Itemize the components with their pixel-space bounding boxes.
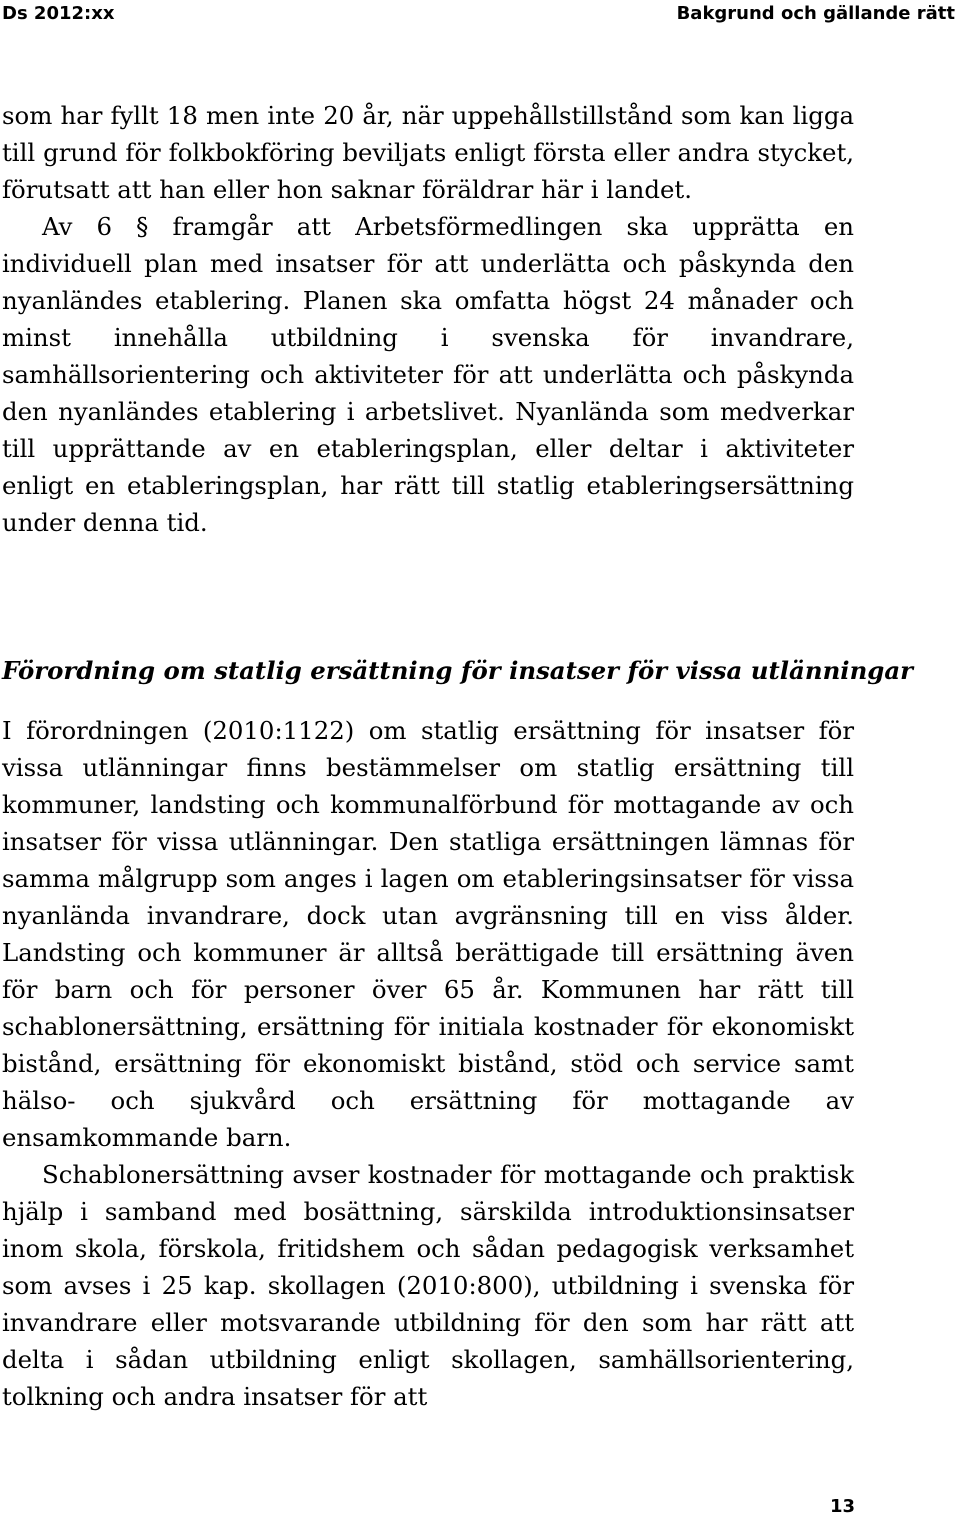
header-chapter-title: Bakgrund och gällande rätt	[676, 3, 955, 24]
page-number: 13	[829, 1496, 855, 1517]
header-document-id: Ds 2012:xx	[2, 3, 115, 24]
running-header	[0, 0, 960, 30]
section-heading: Förordning om statlig ersättning för insatser för vissa utlänningar	[2, 656, 914, 685]
paragraph: I förordningen (2010:1122) om statlig ersättning för insatser för vissa utlänningar finns bestämmelser om statlig ersättning till kommuner, landsting och kommunalförbund för mottagande av och insatser för vissa utlänningar. Den statliga ersättningen lämnas för samma målgrupp som anges i lagen om etableringsinsatser för vissa nyanlända invandrare, dock utan avgränsning till en viss ålder. Landsting och kommuner är alltså berättigade till ersättning även för barn och för personer över 65 år. Kommunen har rätt till schablonersättning, ersättning för initiala kostnader för ekonomiskt bistånd, ersättning för ekonomiskt bistånd, stöd och service samt hälso- och sjukvård och ersättning för mottagande av ensamkommande barn.	[2, 716, 854, 1152]
paragraph: Schablonersättning avser kostnader för mottagande och praktisk hjälp i samband med bosättning, särskilda introduktionsinsatser inom skola, förskola, fritidshem och sådan pedagogisk verksamhet som avses i 25 kap. skollagen (2010:800), utbildning i svenska för invandrare eller motsvarande utbildning för den som har rätt att delta i sådan utbildning enligt skollagen, samhällsorientering, tolkning och andra insatser för att	[2, 1160, 854, 1411]
body-section-2	[2, 712, 854, 1415]
body-section-1	[2, 97, 854, 541]
paragraph: Av 6 § framgår att Arbetsförmedlingen ska upprätta en individuell plan med insatser för att underlätta och påskynda den nyanländes etablering. Planen ska omfatta högst 24 månader och minst innehålla utbildning i svenska för invandrare, samhällsorientering och aktiviteter för att underlätta och påskynda den nyanländes etablering i arbetslivet. Nyanlända som medverkar till upprättande av en etableringsplan, eller deltar i aktiviteter enligt en etableringsplan, har rätt till statlig etableringsersättning under denna tid.	[2, 212, 854, 537]
paragraph: som har fyllt 18 men inte 20 år, när uppehållstillstånd som kan ligga till grund för folkbokföring beviljats enligt första eller andra stycket, förutsatt att han eller hon saknar föräldrar här i landet.	[2, 101, 854, 204]
